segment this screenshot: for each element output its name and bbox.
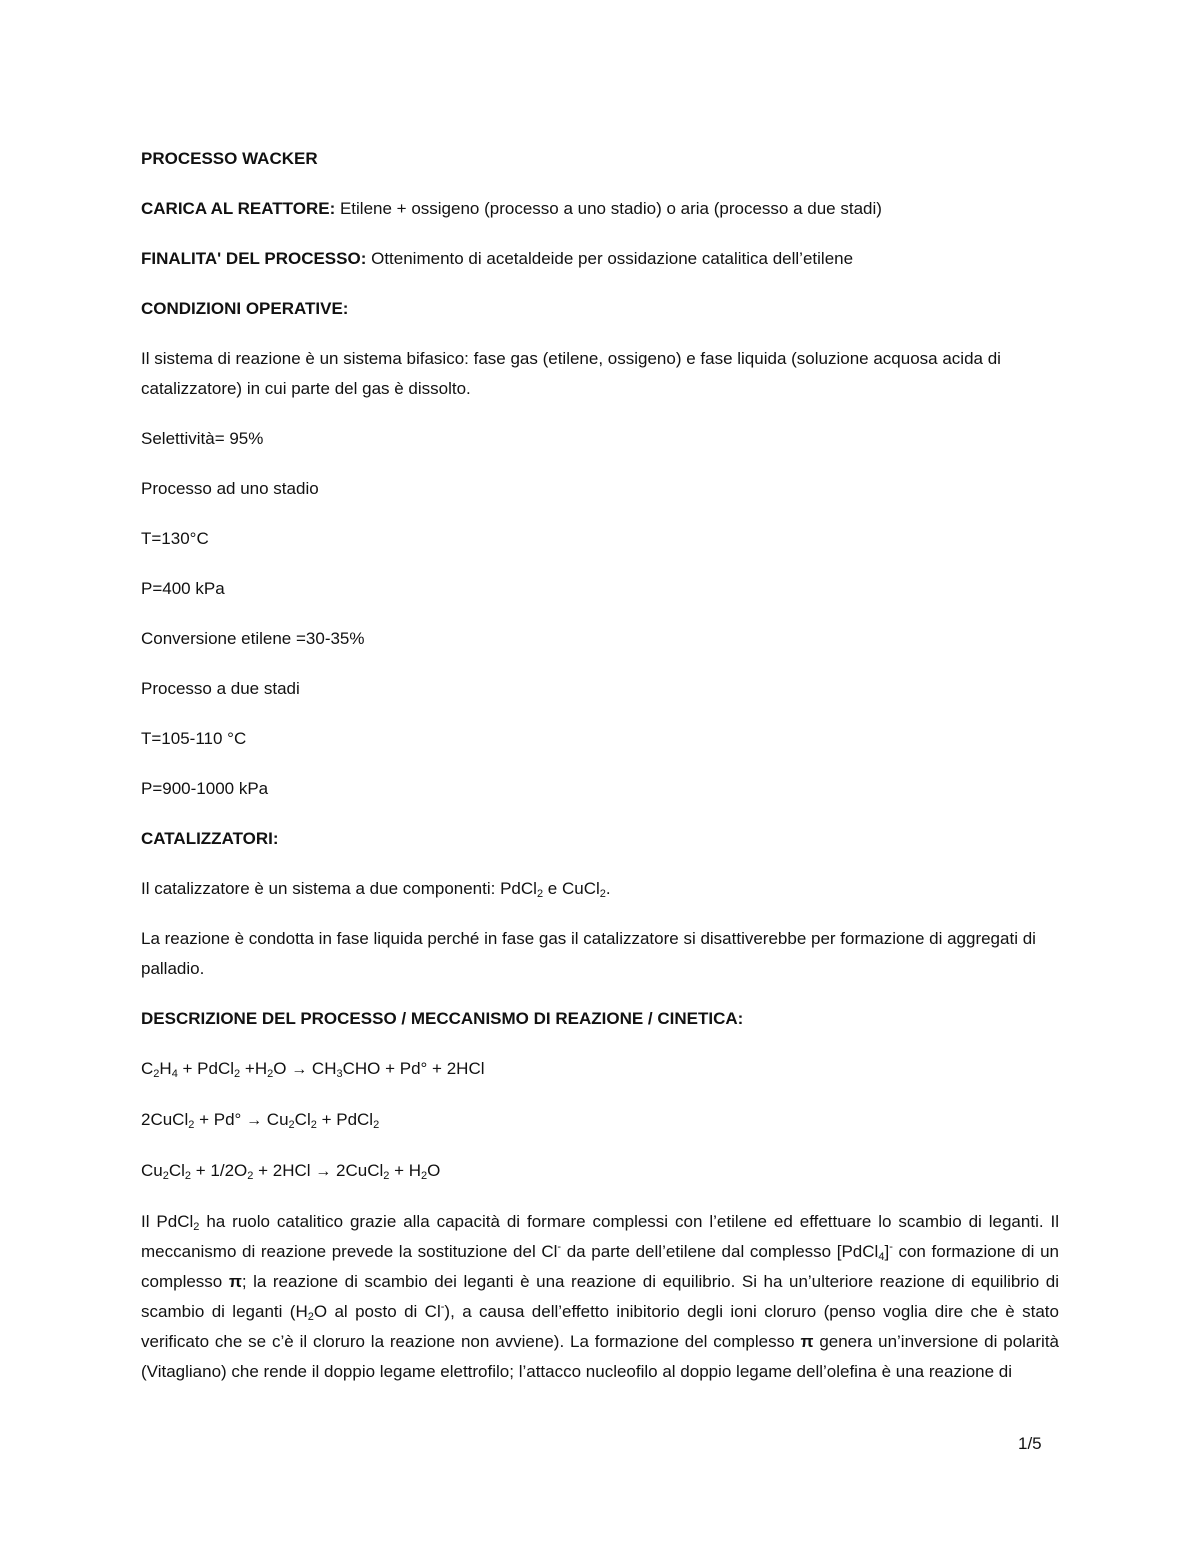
document-body [141,144,1059,1387]
purpose-label: FINALITA' DEL PROCESSO: [141,249,367,268]
charge-label: CARICA AL REATTORE: [141,199,336,218]
mechanism-paragraph: Il PdCl$_2$ ha ruolo catalitico grazie alla capacità di formare complessi con l’etilene ed effettuare lo scambio di leganti. Il meccanismo di reazione prevede la sostituzione del Cl- da parte dell’etilene dal complesso [PdCl$_4$]- con formazione di un complesso π; la reazione di scambio dei leganti è una reazione di equilibrio. Si ha un’ulteriore reazione di equilibrio di scambio di leganti ($H_2O$ al posto di Cl-), a causa dell’effetto inibitorio degli ioni cloruro (penso voglia dire che è stato verificato che se c’è il cloruro la reazione non avviene). La formazione del complesso π genera un’inversione di polarità (Vitagliano) che rende il doppio legame elettrofilo; l’attacco nucleofilo al doppio legame dell’olefina è una reazione di [141,1212,1059,1381]
conditions-paragraph: Il sistema di reazione è un sistema bifasico: fase gas (etilene, ossigeno) e fase liquida (soluzione acquosa acida di catalizzatore) in cui parte del gas è dissolto. [141,349,1001,398]
two-stage-temperature: T=105-110 °C [141,729,247,748]
description-heading: DESCRIZIONE DEL PROCESSO / MECCANISMO DI REAZIONE / CINETICA: [141,1009,744,1028]
catalysts-mid: e CuCl [543,879,600,898]
reaction-equation-3: $Cu_2Cl_2 + 1/2O_2 + 2HCl$ → 2CuCl$_2$ + $H_2O$ [141,1161,441,1182]
catalysts-heading: CATALIZZATORI: [141,829,279,848]
arrow-icon: → [246,1112,263,1129]
catalysts-intro: Il catalizzatore è un sistema a due componenti: PdCl [141,879,537,898]
purpose-line [141,244,1059,274]
charge-line [141,194,1059,224]
catalysts-end: . [605,879,611,898]
selectivity-line: Selettività= 95% [141,429,264,448]
page-number: 1/5 [1018,1434,1042,1453]
one-stage-pressure: P=400 kPa [141,579,225,598]
two-stage-heading: Processo a due stadi [141,679,300,698]
two-stage-pressure: P=900-1000 kPa [141,779,269,798]
one-stage-heading: Processo ad uno stadio [141,479,319,498]
liquid-phase-paragraph: La reazione è condotta in fase liquida perché in fase gas il catalizzatore si disattiverebbe per formazione di aggregati di palladio. [141,929,1036,978]
conditions-heading: CONDIZIONI OPERATIVE: [141,299,349,318]
catalysts-line: Il catalizzatore è un sistema a due componenti: PdCl$_2$ e CuCl$_2$. [141,879,611,900]
reaction-equation-2: 2CuCl$_2$ + $Pd^\circ \to Cu_2Cl_2$ + PdCl$_2$ [141,1110,380,1131]
one-stage-conversion: Conversione etilene =30-35% [141,629,365,648]
one-stage-temperature: T=130°C [141,529,209,548]
arrow-icon: → [315,1163,332,1180]
purpose-text: Ottenimento di acetaldeide per ossidazione catalitica dell’etilene [366,249,854,268]
arrow-icon: → [291,1061,308,1078]
reaction-equation-1: $C_2H_4$ + PdCl$_2$ $+H_2O \to CH_3CHO + Pd^\circ + 2HCl$ [141,1059,485,1080]
charge-text: Etilene + ossigeno (processo a uno stadio) o aria (processo a due stadi) [335,199,882,218]
document-title: PROCESSO WACKER [141,149,318,168]
